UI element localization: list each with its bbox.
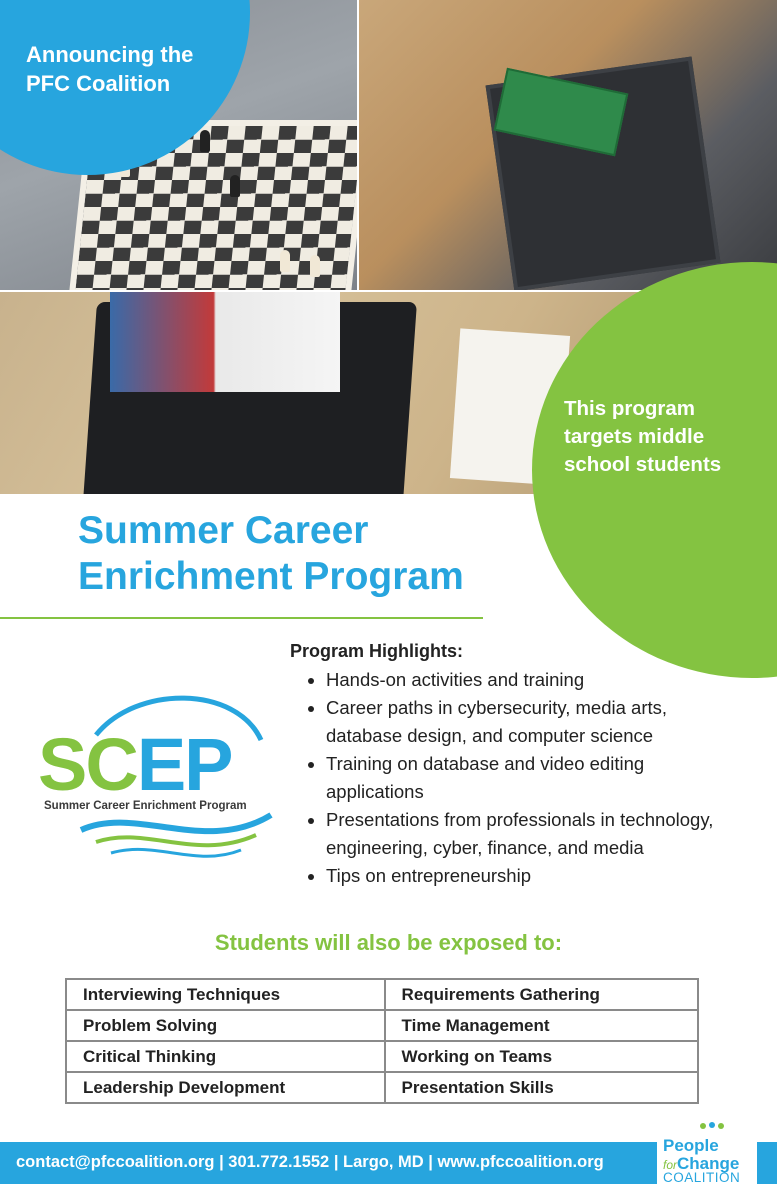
table-row [66,1072,698,1103]
audience-text: This program targets middle school students [564,397,722,476]
computer-hardware-photo [359,0,777,290]
exposed-heading: Students will also be exposed to: [214,930,563,955]
list-item: • Hands-on activities and training [326,666,740,694]
pfc-logo-people: People [663,1136,719,1155]
list-item: • Tips on entrepreneurship [326,862,740,890]
pfc-logo-coalition: COALITION [663,1170,741,1185]
table-cell: Interviewing Techniques [66,979,385,1010]
skills-table [65,978,699,1104]
logo-wordmark: SCEP [38,723,232,806]
table-cell: Time Management [385,1010,698,1041]
chess-piece-icon [310,255,320,277]
chess-piece-icon [280,250,290,272]
table-row [66,1041,698,1072]
table-cell: Problem Solving [66,1010,385,1041]
chess-piece-icon [200,130,210,152]
table-cell: Requirements Gathering [385,979,698,1010]
highlights-list [290,666,740,890]
table-cell: Leadership Development [66,1072,385,1103]
pfc-logo-change: forChange [663,1154,740,1173]
title-divider [0,617,483,619]
title-line-1: Summer Career [78,509,369,552]
logo-subtitle: Summer Career Enrichment Program [44,800,247,812]
title-line-2: Enrichment Program [78,555,464,598]
list-item: • Presentations from professionals in technology, engineering, cyber, finance, and media [326,806,740,862]
laptop-screen-image [110,292,340,392]
table-row [66,1010,698,1041]
footer-contact: contact@pfccoalition.org | 301.772.1552 | Largo, MD | www.pfccoalition.org [16,1153,604,1171]
list-item: • Career paths in cybersecurity, media arts, database design, and computer science [326,694,740,750]
list-item: • Training on database and video editing applications [326,750,740,806]
announcement-text: Announcing the PFC Coalition [26,42,194,96]
highlights-heading: Program Highlights: [290,641,464,661]
scep-logo [36,690,286,860]
pfc-logo [657,1120,757,1188]
chess-piece-icon [230,175,240,197]
table-cell: Critical Thinking [66,1041,385,1072]
page-title [78,508,538,600]
table-cell: Presentation Skills [385,1072,698,1103]
table-row [66,979,698,1010]
program-highlights [290,640,740,890]
table-cell: Working on Teams [385,1041,698,1072]
